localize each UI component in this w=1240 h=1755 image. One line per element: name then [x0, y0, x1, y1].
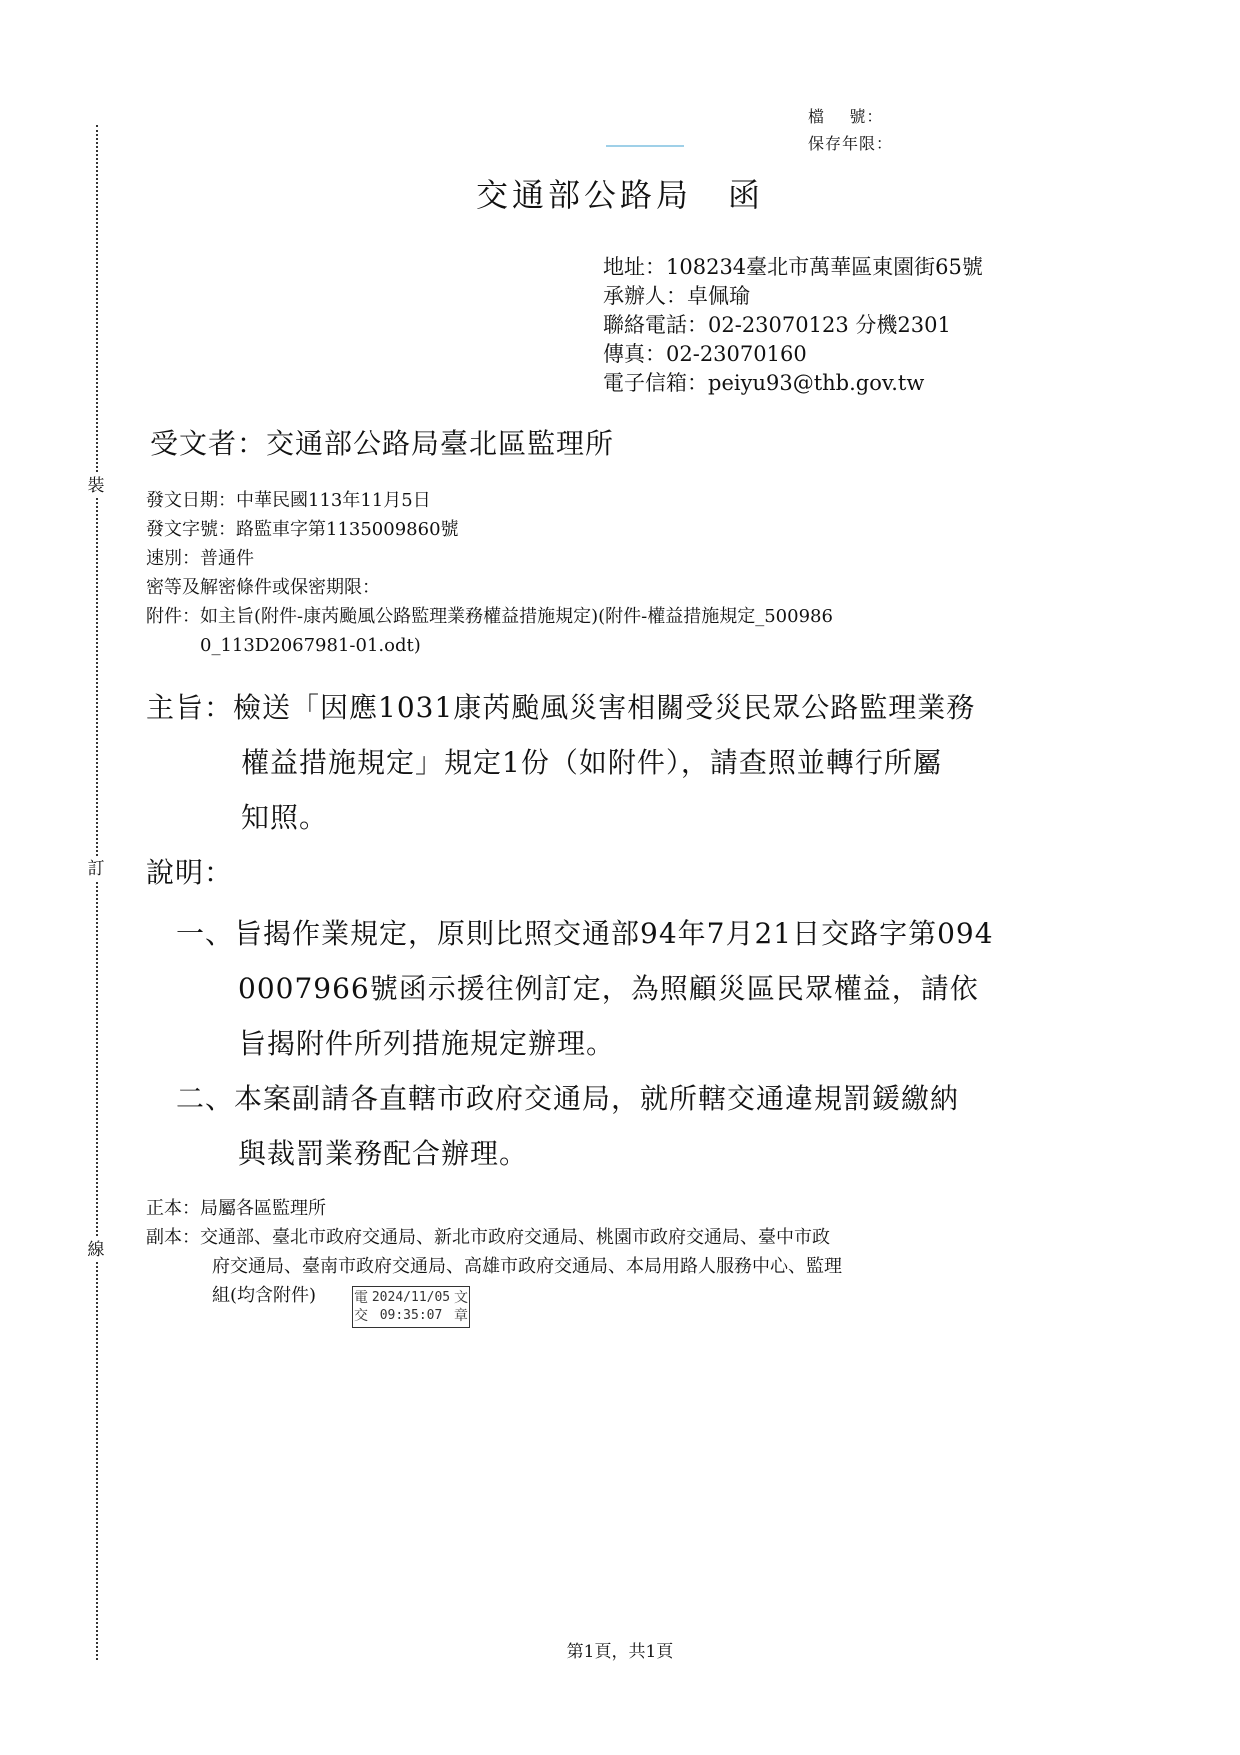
explanation-item2-line1: 二、本案副請各直轄市政府交通局，就所轄交通違規罰鍰繳納 [176, 1082, 960, 1115]
distribution-copy-line1: 副本：交通部、臺北市政府交通局、新北市政府交通局、桃園市政府交通局、臺中市政 [146, 1227, 830, 1248]
distribution-copy-line2: 府交通局、臺南市政府交通局、高雄市政府交通局、本局用路人服務中心、監理 [212, 1256, 842, 1277]
issue-date: 發文日期：中華民國113年11月5日 [146, 490, 431, 511]
attachment-line1: 附件：如主旨(附件-康芮颱風公路監理業務權益措施規定)(附件-權益措施規定_500986 [146, 606, 833, 627]
binding-char-zhuang: 裝 [76, 474, 116, 498]
stamp-left: 電 交 [354, 1290, 368, 1324]
subject-line3: 知照。 [241, 801, 329, 834]
explanation-item1-line1: 一、旨揭作業規定，原則比照交通部94年7月21日交路字第094 [176, 917, 994, 950]
doc-number: 發文字號：路監車字第1135009860號 [146, 519, 459, 540]
stamp-datetime [369, 1289, 453, 1325]
page-number: 第1頁，共1頁 [566, 1642, 674, 1662]
distribution-copy-line3: 組(均含附件) [212, 1285, 317, 1306]
binding-char-xian: 線 [76, 1238, 116, 1262]
electronic-stamp [352, 1286, 470, 1328]
binding-line [96, 125, 98, 1660]
contact-address: 地址：108234臺北市萬華區東園街65號 [603, 255, 983, 279]
retention-label: 保存年限： [808, 134, 894, 153]
binding-char-ding: 訂 [76, 857, 116, 881]
stamp-right: 文 章 [454, 1290, 468, 1324]
distribution-original: 正本：局屬各區監理所 [146, 1198, 326, 1219]
contact-email: 電子信箱：peiyu93@thb.gov.tw [603, 371, 925, 395]
recipient: 受文者：交通部公路局臺北區監理所 [150, 427, 615, 460]
secrecy: 密等及解密條件或保密期限： [146, 577, 380, 598]
contact-phone: 聯絡電話：02-23070123 分機2301 [603, 313, 951, 337]
subject-line1: 主旨：檢送「因應1031康芮颱風災害相關受災民眾公路監理業務 [146, 691, 976, 724]
document-title [0, 170, 1240, 216]
contact-fax: 傳真：02-23070160 [603, 342, 807, 366]
explanation-item1-line2: 0007966號函示援往例訂定，為照顧災區民眾權益，請依 [238, 972, 979, 1005]
title-doc-type: 函 [728, 176, 765, 214]
stamp-date: 2024/11/05 [371, 1290, 451, 1305]
explanation-item2-line2: 與裁罰業務配合辦理。 [238, 1137, 529, 1170]
contact-handler: 承辦人：卓佩瑜 [603, 284, 750, 308]
subject-line2: 權益措施規定」規定1份（如附件），請查照並轉行所屬 [241, 746, 942, 779]
speed: 速別：普通件 [146, 548, 254, 569]
ink-mark [606, 145, 684, 147]
stamp-time: 09:35:07 [379, 1308, 443, 1323]
attachment-line2: 0_113D2067981-01.odt) [200, 635, 421, 656]
title-agency: 交通部公路局 [475, 176, 692, 214]
explanation-item1-line3: 旨揭附件所列措施規定辦理。 [238, 1027, 616, 1060]
explanation-heading: 說明： [146, 856, 234, 889]
file-number-label: 檔 號： [808, 107, 884, 126]
